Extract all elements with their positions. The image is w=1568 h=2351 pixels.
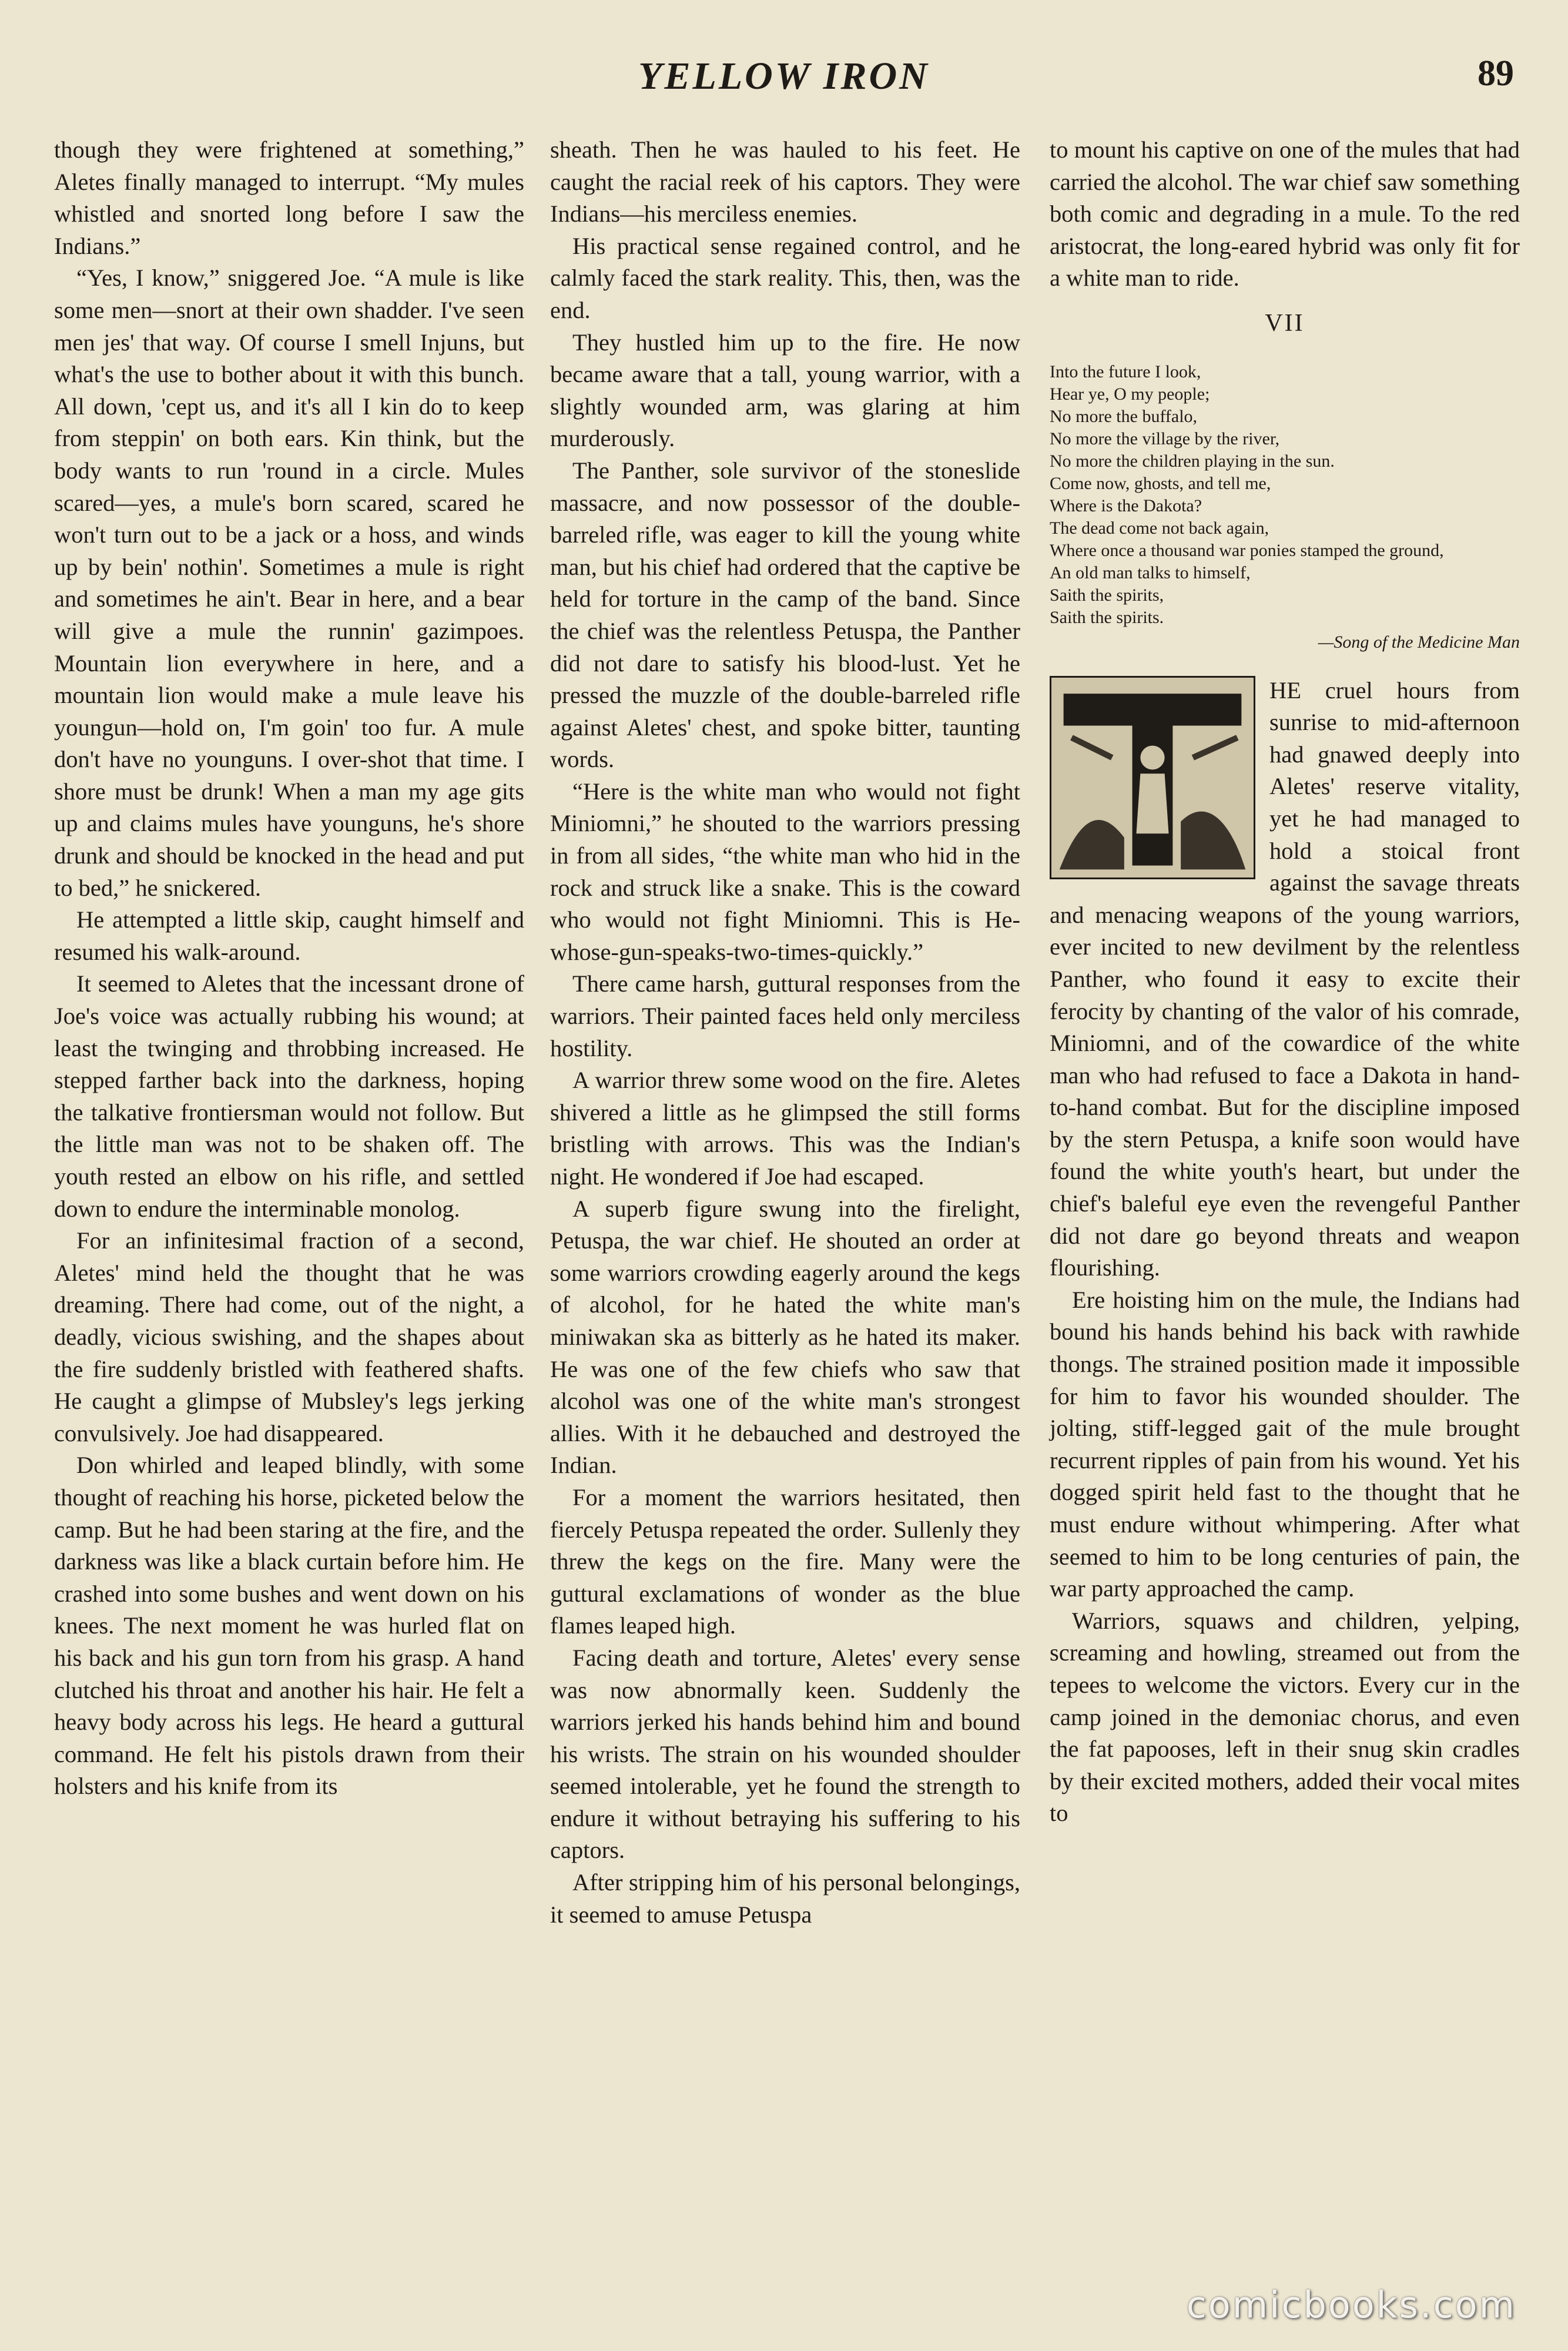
poem-line: Where once a thousand war ponies stamped the ground, xyxy=(1050,540,1444,560)
running-title: YELLOW IRON xyxy=(638,55,930,98)
section-number: VII xyxy=(1265,309,1305,337)
paragraph: sheath. Then he was hauled to his feet. He caught the racial reek of his captors. They were Indians—his merciless enemies. xyxy=(550,136,1020,227)
paragraph: HE cruel hours from sunrise to mid-afternoon had gnawed deeply into Aletes' reserve vitality, yet he had managed to hold a stoical front against the savage threats and menacing weapons of the young warriors, ever incited to new devilment by the relentless Panther, who found it easy to excite their ferocity by chanting of the valor of his comrade, Miniomni, and of the cowardice of the white man who had refused to face a Dakota in hand-to-hand combat. But for the discipline imposed by the stern Petuspa, a knife soon would have found the white youth's heart, but under the chief's baleful eye even the revengeful Panther did not dare go beyond threats and weapon flourishing. xyxy=(1050,677,1520,1281)
paragraph: For a moment the warriors hesitated, then fiercely Petuspa repeated the order. Sullenly they threw the kegs on the fire. Many were the guttural exclamations of wonder as the blue flames leaped high. xyxy=(550,1483,1020,1639)
paragraph: Facing death and torture, Aletes' every sense was now abnormally keen. Suddenly the warriors jerked his hands behind him and bound his wrists. The strain on his wounded shoulder seemed intolerable, yet he found the strength to endure it without betraying his suffering to his captors. xyxy=(550,1644,1020,1864)
poem-line: No more the buffalo, xyxy=(1050,406,1198,426)
poem xyxy=(1050,361,1520,629)
poem-line: No more the village by the river, xyxy=(1050,428,1280,448)
paragraph: Warriors, squaws and children, yelping, screaming and howling, streamed out from the tepees to welcome the victors. Every cur in the camp joined in the demoniac chorus, and even the fat papooses, left in their snug skin cradles by their excited mothers, added their vocal mites to xyxy=(1050,1607,1520,1827)
paragraph: For an infinitesimal fraction of a second, Aletes' mind held the thought that he was dreaming. There had come, out of the night, a deadly, vicious swishing, and the shapes about the fire suddenly bristled with feathered shafts. He caught a glimpse of Mubsley's legs jerking convulsively. Joe had disappeared. xyxy=(54,1227,524,1446)
paragraph: Ere hoisting him on the mule, the Indians had bound his hands behind his back with rawhide thongs. The strained position made it impossible for him to favor his wounded shoulder. The jolting, stiff-legged gait of the mule brought recurrent ripples of pain from his wound. Yet his dogged spirit held fast to the thought that he must endure without whimpering. After what seemed to him to be long centuries of pain, the war party approached the camp. xyxy=(1050,1286,1520,1602)
paragraph: “Yes, I know,” sniggered Joe. “A mule is like some men—snort at their own shadder. I've seen men jes' that way. Of course I smell Injuns, but what's the use to bother about it with this bunch. All down, 'cept us, and it's all I kin do to keep from steppin' on both ears. Kin think, but the body wants to run 'round in a circle. Mules scared—yes, a mule's born scared, scared he won't turn out to be a jack or a hoss, and winds up by bein' nothin'. Sometimes a mule is right and sometimes he ain't. Bear in here, and a bear will give a mule the runnin' gazimpoes. Mountain lion everywhere in here, and a mountain lion would make a mule leave his youngun—hold on, I'm goin' too fur. A mule don't have no younguns. I over-shot that time. I shore must be drunk! When a man my age gits up and claims mules have younguns, he's shore drunk and should be knocked in the head and put to bed,” he snickered. xyxy=(54,264,524,901)
poem-line: Saith the spirits, xyxy=(1050,585,1164,605)
paragraph: Don whirled and leaped blindly, with some thought of reaching his horse, picketed below the camp. But he had been staring at the fire, and the darkness was like a black curtain before him. He crashed into some bushes and went down on his knees. The next moment he was hurled flat on his back and his gun torn from his grasp. A hand clutched his throat and another his hair. He felt a heavy body across his legs. He heard a guttural command. He felt his pistols drawn from their holsters and his knife from its xyxy=(54,1452,524,1800)
paragraph: There came harsh, guttural responses from the warriors. Their painted faces held only merciless hostility. xyxy=(550,970,1020,1061)
poem-line: The dead come not back again, xyxy=(1050,518,1269,538)
paragraph: They hustled him up to the fire. He now became aware that a tall, young warrior, with a slightly wounded arm, was glaring at him murderously. xyxy=(550,329,1020,452)
poem-line: Come now, ghosts, and tell me, xyxy=(1050,473,1271,493)
text-column-1 xyxy=(54,134,524,1803)
paragraph: He attempted a little skip, caught himself and resumed his walk-around. xyxy=(54,906,524,965)
poem-line: Into the future I look, xyxy=(1050,361,1201,381)
paragraph: though they were frightened at something,” Aletes finally managed to interrupt. “My mules whistled and snorted long before I saw the Indians.” xyxy=(54,136,524,259)
paragraph: The Panther, sole survivor of the stoneslide massacre, and now possessor of the double-barreled rifle, was eager to kill the young white man, but his chief had ordered that the captive be held for torture in the camp of the band. Since the chief was the relentless Petuspa, the Panther did not dare to satisfy his blood-lust. Yet he pressed the muzzle of the double-barreled rifle against Aletes' chest, and spoke bitter, taunting words. xyxy=(550,457,1020,773)
poem-line: Where is the Dakota? xyxy=(1050,495,1202,515)
site-watermark: comicbooks.com xyxy=(1186,2283,1516,2326)
paragraph: A warrior threw some wood on the fire. Aletes shivered a little as he glimpsed the still forms bristling with arrows. This was the Indian's night. He wondered if Joe had escaped. xyxy=(550,1067,1020,1190)
paragraph: “Here is the white man who would not fight Miniomni,” he shouted to the warriors pressing in from all sides, “the white man who hid in the rock and struck like a snake. This is the coward who would not fight Miniomni. This is He-whose-gun-speaks-two-times-quickly.” xyxy=(550,778,1020,965)
poem-line: Hear ye, O my people; xyxy=(1050,384,1210,404)
paragraph: His practical sense regained control, and he calmly faced the stark reality. This, then, was the end. xyxy=(550,232,1020,323)
poem-line: An old man talks to himself, xyxy=(1050,562,1251,582)
text-column-3 xyxy=(1050,134,1520,1830)
poem-line: Saith the spirits. xyxy=(1050,607,1164,627)
text-column-2 xyxy=(550,134,1020,1931)
drop-cap-illustration xyxy=(1050,676,1255,879)
paragraph: After stripping him of his personal belongings, it seemed to amuse Petuspa xyxy=(550,1869,1020,1928)
poem-attribution: —Song of the Medicine Man xyxy=(1318,632,1520,652)
page-number: 89 xyxy=(1477,53,1514,93)
paragraph: to mount his captive on one of the mules that had carried the alcohol. The war chief saw something both comic and degrading in a mule. To the red aristocrat, the long-eared hybrid was only fit for a white man to ride. xyxy=(1050,136,1520,292)
paragraph: A superb figure swung into the firelight, Petuspa, the war chief. He shouted an order at some warriors crowding eagerly around the kegs of alcohol, for he hated the white man's miniwakan ska as bitterly as he hated its maker. He was one of the few chiefs who saw that alcohol was one of the white man's strongest allies. With it he debauched and destroyed the Indian. xyxy=(550,1195,1020,1479)
paragraph: It seemed to Aletes that the incessant drone of Joe's voice was actually rubbing his wound; at least the twinging and throbbing increased. He stepped farther back into the darkness, hoping the talkative frontiersman would not follow. But the little man was not to be shaken off. The youth rested an elbow on his rifle, and settled down to endure the interminable monolog. xyxy=(54,970,524,1222)
poem-line: No more the children playing in the sun. xyxy=(1050,451,1335,471)
drop-cap-t-icon xyxy=(1051,678,1254,878)
